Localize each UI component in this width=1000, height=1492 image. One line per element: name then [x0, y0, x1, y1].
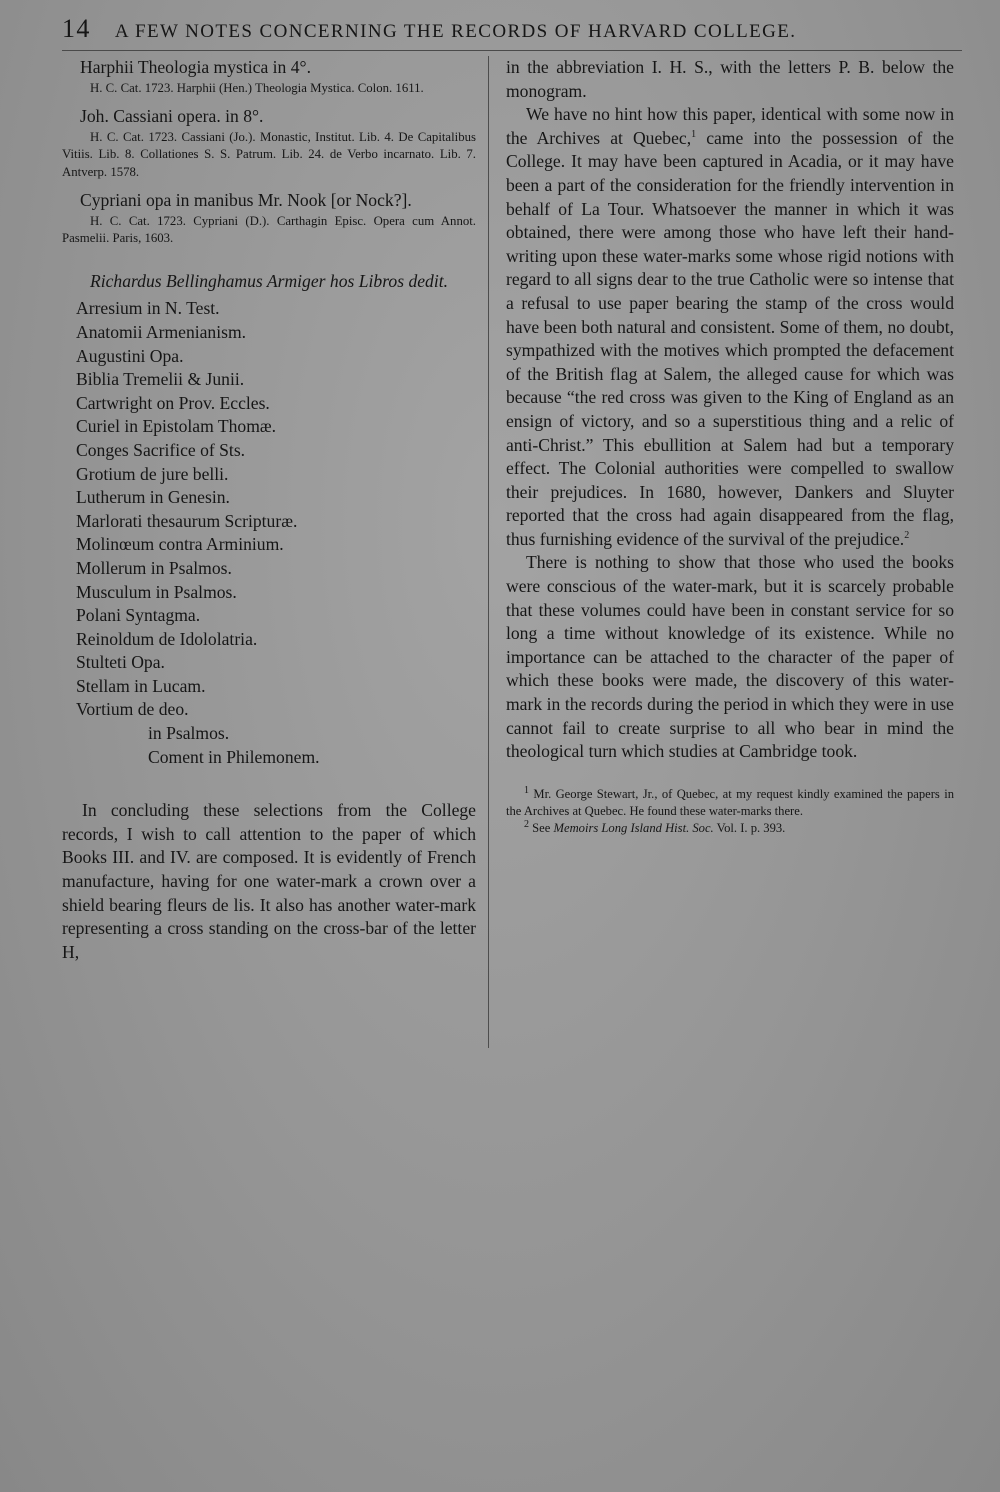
footnotes: [506, 786, 954, 837]
footnote-marker: 1: [524, 784, 529, 796]
entry-title: Harphii Theologia mystica in 4°.: [80, 57, 311, 77]
paragraph: There is nothing to show that those who used the books were conscious of the water-mark, but it is scarcely probable that these volumes could have been in constant service for so long a time without knowledge of its existence. While no importance can be attached to the character of the paper of which these books were made, the discovery of this water-mark in the records during the period in which they were in use cannot fail to create surprise to all who bear in mind the theological turn which studies at Cambridge took.: [506, 552, 954, 762]
column-divider: [488, 56, 489, 1048]
paragraph-text: came into the possession of the College. It may have been captured in Acadia, or it may have been a part of the consideration for the friendly intervention in behalf of La Tour. Whatsoever the manner in which it was obtained, there were among those who have left their hand-writing upon these water-marks some whose rigid notions with regard to all signs dear to the true Catholic were so intense that a refusal to use paper bearing the stamp of the cross would have been both natural and consistent. Some of them, no doubt, sympathized with the motives which prompted the defacement of the British flag at Salem, the alleged cause for which was because “the red cross was given to the King of England as an ensign of victory, and so a superstitious thing and a relic of anti-Christ.” This ebullition at Salem had but a temporary effect. The Colonial authorities were compelled to swallow their prejudices. In 1680, however, Dankers and Sluyter reported that the cross had again disappeared from the flag, thus furnishing evidence of the survival of the prejudice.: [506, 127, 954, 549]
footnote: [506, 820, 954, 837]
paragraph: [506, 103, 954, 551]
running-title: A FEW NOTES CONCERNING THE RECORDS OF HARVARD COLLEGE.: [114, 21, 797, 42]
book-list-item: Anatomii Armenianism.: [76, 321, 247, 342]
footnote-text: See: [529, 820, 554, 835]
footnote-citation: Memoirs Long Island Hist. Soc.: [553, 820, 714, 835]
book-list-item: Reinoldum de Idololatria.: [76, 628, 258, 649]
book-list-item: Mollerum in Psalmos.: [76, 557, 232, 578]
footnote-text: Vol. I. p. 393.: [713, 820, 786, 835]
book-list-item: Stellam in Lucam.: [76, 675, 206, 696]
paragraph: in the abbreviation I. H. S., with the letters P. B. below the monogram.: [506, 57, 954, 101]
book-list-subitem: in Psalmos.: [148, 723, 230, 744]
right-column: [506, 56, 954, 837]
book-list-item: Marlorati thesaurum Scripturæ.: [76, 510, 298, 531]
running-head: [62, 14, 962, 51]
gift-heading: Richardus Bellinghamus Armiger hos Libros dedit.: [89, 270, 449, 291]
entry-note: H. C. Cat. 1723. Harphii (Hen.) Theologia Mystica. Colon. 1611.: [90, 80, 424, 95]
book-list-item: Cartwright on Prov. Eccles.: [76, 392, 270, 413]
book-list-item: Lutherum in Genesin.: [76, 487, 230, 508]
left-column: [62, 56, 476, 964]
book-list-item: Stulteti Opa.: [76, 652, 165, 673]
book-list-item: Polani Syntagma.: [76, 605, 201, 626]
book-list: [62, 297, 476, 769]
footnote: [506, 786, 954, 820]
book-list-subitem: Coment in Philemonem.: [148, 746, 320, 767]
book-list-item: Arresium in N. Test.: [76, 298, 220, 319]
entry-note: H. C. Cat. 1723. Cassiani (Jo.). Monastic, Institut. Lib. 4. De Capitalibus Vitiis. Lib. 8. Collationes S. S. Patrum. Lib. 24. de Verbo incarnato. Lib. 7. Antverp. 1578.: [62, 129, 476, 179]
book-list-item: Augustini Opa.: [76, 345, 184, 366]
page-number: 14: [62, 14, 91, 43]
closing-paragraph: In concluding these selections from the College records, I wish to call attention to the paper of which Books III. and IV. are composed. It is evidently of French manufacture, having for one water-mark a crown over a shield bearing fleurs de lis. It also has another water-mark representing a cross standing on the cross-bar of the letter H,: [62, 800, 476, 962]
book-list-item: Biblia Tremelii & Junii.: [76, 369, 245, 390]
book-list-item: Musculum in Psalmos.: [76, 581, 237, 602]
footnote-reference: 2: [904, 530, 910, 542]
book-list-item: Conges Sacrifice of Sts.: [76, 439, 246, 460]
book-list-item: Curiel in Epistolam Thomæ.: [76, 416, 277, 437]
entry-title: Cypriani opa in manibus Mr. Nook [or Nock?].: [80, 190, 412, 211]
footnote-reference: 1: [691, 128, 697, 140]
book-list-item: Vortium de deo.: [76, 699, 189, 720]
book-list-item: Molinœum contra Arminium.: [76, 534, 284, 555]
entry-note: H. C. Cat. 1723. Cypriani (D.). Carthagin Episc. Opera cum Annot. Pasmelii. Paris, 1603.: [62, 213, 476, 246]
footnote-text: Mr. George Stewart, Jr., of Quebec, at my request kindly examined the papers in the Archives at Quebec. He found these water-marks there.: [506, 786, 954, 818]
book-list-item: Grotium de jure belli.: [76, 463, 229, 484]
paragraph-text: We have no hint how this paper, identical with some now in the Archives at Quebec,: [506, 104, 954, 148]
footnote-marker: 2: [524, 818, 529, 830]
entry-title: Joh. Cassiani opera. in 8°.: [80, 106, 264, 127]
